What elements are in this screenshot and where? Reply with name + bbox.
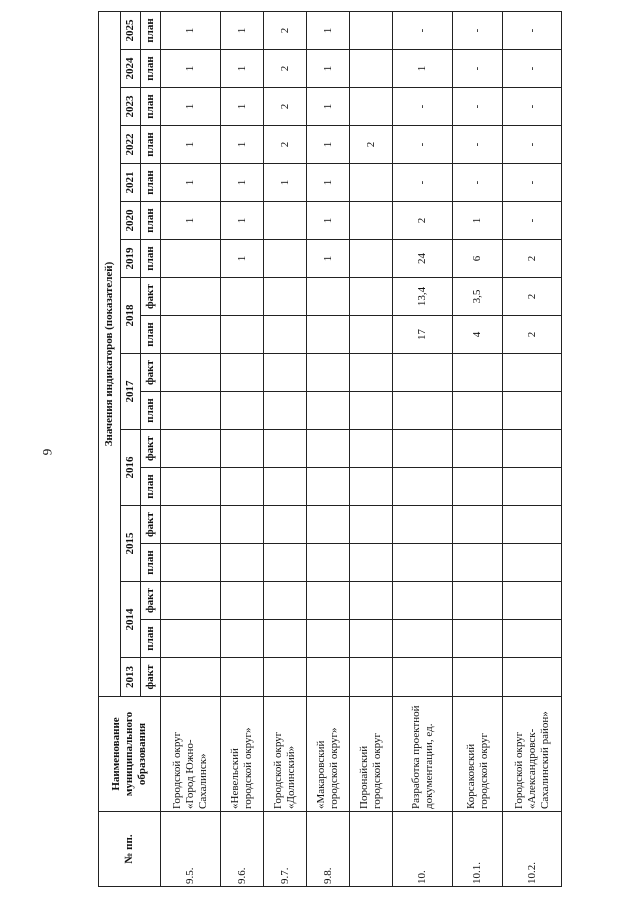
value-cell: -	[453, 88, 503, 126]
value-cell	[161, 240, 221, 278]
value-cell	[221, 468, 264, 506]
row-number	[350, 812, 393, 887]
value-cell	[307, 582, 350, 620]
value-cell	[264, 620, 307, 658]
value-cell: 2	[264, 11, 307, 49]
value-cell: 1	[221, 88, 264, 126]
value-cell	[393, 582, 453, 620]
value-cell: 1	[264, 164, 307, 202]
value-cell	[393, 620, 453, 658]
value-cell	[161, 354, 221, 392]
row-name: Городской округ «Город Южно-Сахалинск»	[161, 697, 221, 812]
value-cell	[221, 392, 264, 430]
table-row	[350, 11, 393, 886]
year-header: 2016	[121, 430, 141, 506]
value-cell	[350, 50, 393, 88]
value-cell: 1	[161, 11, 221, 49]
value-cell	[453, 620, 503, 658]
page-number: 9	[39, 448, 55, 456]
value-cell	[161, 506, 221, 544]
value-cell: -	[393, 11, 453, 49]
value-cell: 1	[307, 202, 350, 240]
row-name: «Макаровский городской округ»	[307, 697, 350, 812]
value-cell	[161, 620, 221, 658]
fact-header: факт	[141, 506, 161, 544]
value-cell	[350, 202, 393, 240]
plan-header: план	[141, 11, 161, 49]
value-cell: 13,4	[393, 278, 453, 316]
value-cell	[161, 278, 221, 316]
rotated-table-container	[98, 18, 562, 887]
year-header: 2023	[121, 88, 141, 126]
table-row	[264, 11, 307, 886]
value-cell	[350, 278, 393, 316]
plan-header: план	[141, 468, 161, 506]
row-name: «Невельский городской округ»	[221, 697, 264, 812]
value-cell: -	[503, 11, 562, 49]
value-cell	[350, 582, 393, 620]
value-cell	[503, 620, 562, 658]
value-cell	[264, 430, 307, 468]
value-cell	[393, 430, 453, 468]
plan-header: план	[141, 202, 161, 240]
year-header: 2014	[121, 582, 141, 658]
value-cell	[307, 544, 350, 582]
plan-header: план	[141, 392, 161, 430]
value-cell	[503, 506, 562, 544]
plan-header: план	[141, 544, 161, 582]
value-cell	[350, 11, 393, 49]
year-header: 2015	[121, 506, 141, 582]
row-name: Поронайский городской округ	[350, 697, 393, 812]
value-cell	[307, 430, 350, 468]
value-cell	[307, 278, 350, 316]
value-cell	[453, 544, 503, 582]
table-row	[453, 11, 503, 886]
year-header: 2018	[121, 278, 141, 354]
value-cell: 1	[307, 126, 350, 164]
value-cell	[161, 316, 221, 354]
value-cell	[221, 620, 264, 658]
value-cell	[161, 430, 221, 468]
plan-header: план	[141, 50, 161, 88]
value-cell	[350, 506, 393, 544]
plan-header: план	[141, 126, 161, 164]
value-cell	[350, 88, 393, 126]
value-cell	[393, 468, 453, 506]
value-cell: -	[503, 88, 562, 126]
year-header: 2024	[121, 50, 141, 88]
value-cell	[221, 506, 264, 544]
value-cell	[393, 544, 453, 582]
value-cell	[393, 354, 453, 392]
value-cell	[350, 468, 393, 506]
value-cell	[393, 392, 453, 430]
value-cell: 1	[221, 50, 264, 88]
value-cell: 1	[307, 240, 350, 278]
row-number: 9.8.	[307, 812, 350, 887]
value-cell	[453, 354, 503, 392]
fact-header: факт	[141, 354, 161, 392]
plan-header: план	[141, 164, 161, 202]
value-cell: 1	[453, 202, 503, 240]
value-cell: 2	[503, 316, 562, 354]
row-number: 10.1.	[453, 812, 503, 887]
value-cell: 2	[264, 126, 307, 164]
value-cell: -	[453, 126, 503, 164]
value-cell	[393, 658, 453, 697]
year-header: 2019	[121, 240, 141, 278]
table-row	[503, 11, 562, 886]
row-name: Разработка проектной документации, ед.	[393, 697, 453, 812]
year-header: 2022	[121, 126, 141, 164]
value-cell: -	[393, 126, 453, 164]
value-cell: 1	[307, 164, 350, 202]
value-cell	[264, 544, 307, 582]
plan-header: план	[141, 316, 161, 354]
fact-header: факт	[141, 582, 161, 620]
value-cell: 1	[221, 240, 264, 278]
row-number: 10.2.	[503, 812, 562, 887]
value-cell	[453, 468, 503, 506]
value-cell	[264, 582, 307, 620]
plan-header: план	[141, 620, 161, 658]
value-cell	[350, 164, 393, 202]
value-cell	[350, 544, 393, 582]
value-cell	[221, 582, 264, 620]
value-cell	[221, 544, 264, 582]
value-cell	[161, 468, 221, 506]
fact-header: факт	[141, 278, 161, 316]
value-cell	[453, 392, 503, 430]
value-cell: 1	[161, 202, 221, 240]
fact-header: факт	[141, 430, 161, 468]
value-cell	[307, 354, 350, 392]
value-cell	[503, 468, 562, 506]
value-cell	[350, 392, 393, 430]
fact-header: факт	[141, 658, 161, 697]
value-cell: -	[393, 164, 453, 202]
value-cell: 2	[264, 50, 307, 88]
value-cell: -	[453, 164, 503, 202]
value-cell: 1	[221, 164, 264, 202]
value-cell: -	[503, 164, 562, 202]
table-row	[393, 11, 453, 886]
table-row	[161, 11, 221, 886]
year-header: 2025	[121, 11, 141, 49]
value-cell	[264, 468, 307, 506]
value-cell: 1	[221, 11, 264, 49]
row-name: Городской округ «Долинский»	[264, 697, 307, 812]
value-cell	[221, 430, 264, 468]
value-cell	[307, 620, 350, 658]
year-header: 2017	[121, 354, 141, 430]
value-cell: -	[503, 126, 562, 164]
value-cell: 1	[161, 126, 221, 164]
year-header: 2021	[121, 164, 141, 202]
value-cell	[161, 392, 221, 430]
value-cell	[264, 506, 307, 544]
value-cell	[393, 506, 453, 544]
value-cell	[307, 316, 350, 354]
value-cell	[503, 354, 562, 392]
value-cell: 3,5	[453, 278, 503, 316]
value-cell: 4	[453, 316, 503, 354]
table-row	[221, 11, 264, 886]
value-cell: 2	[503, 278, 562, 316]
value-cell	[264, 240, 307, 278]
value-cell: 1	[307, 88, 350, 126]
value-cell	[307, 468, 350, 506]
value-cell	[264, 202, 307, 240]
value-cell: 2	[350, 126, 393, 164]
value-cell: 1	[221, 202, 264, 240]
value-cell	[453, 582, 503, 620]
plan-header: план	[141, 88, 161, 126]
value-cell: -	[503, 50, 562, 88]
value-cell: 1	[221, 126, 264, 164]
value-cell	[221, 278, 264, 316]
row-number: 10.	[393, 812, 453, 887]
row-number: 9.5.	[161, 812, 221, 887]
value-cell	[350, 620, 393, 658]
value-cell: -	[393, 88, 453, 126]
indicators-table	[98, 11, 562, 887]
header-values: Значения индикаторов (показателей)	[99, 11, 121, 696]
value-cell: 2	[393, 202, 453, 240]
value-cell	[264, 658, 307, 697]
value-cell: 24	[393, 240, 453, 278]
value-cell: 1	[161, 88, 221, 126]
value-cell: -	[503, 202, 562, 240]
value-cell	[350, 354, 393, 392]
value-cell: 2	[264, 88, 307, 126]
value-cell	[264, 354, 307, 392]
value-cell	[307, 392, 350, 430]
value-cell	[307, 658, 350, 697]
value-cell	[161, 658, 221, 697]
year-header: 2020	[121, 202, 141, 240]
row-number: 9.7.	[264, 812, 307, 887]
value-cell	[350, 316, 393, 354]
value-cell: 2	[503, 240, 562, 278]
row-name: Корсаковский городской округ	[453, 697, 503, 812]
value-cell: 1	[307, 50, 350, 88]
value-cell	[350, 240, 393, 278]
value-cell	[161, 544, 221, 582]
header-name: Наименование муниципального образования	[99, 697, 161, 812]
value-cell	[350, 658, 393, 697]
value-cell	[503, 392, 562, 430]
row-number: 9.6.	[221, 812, 264, 887]
value-cell	[264, 392, 307, 430]
value-cell	[453, 506, 503, 544]
value-cell	[264, 278, 307, 316]
value-cell	[453, 658, 503, 697]
value-cell	[453, 430, 503, 468]
value-cell	[307, 506, 350, 544]
value-cell	[350, 430, 393, 468]
table-body	[161, 11, 562, 886]
value-cell	[503, 430, 562, 468]
value-cell: -	[453, 50, 503, 88]
value-cell	[221, 316, 264, 354]
row-name: Городской округ «Александровск-Сахалинский район»	[503, 697, 562, 812]
table-row	[307, 11, 350, 886]
value-cell: 1	[161, 164, 221, 202]
value-cell: 17	[393, 316, 453, 354]
value-cell: 6	[453, 240, 503, 278]
value-cell	[221, 354, 264, 392]
value-cell: 1	[393, 50, 453, 88]
value-cell	[161, 582, 221, 620]
value-cell	[503, 544, 562, 582]
value-cell	[503, 658, 562, 697]
value-cell	[221, 658, 264, 697]
value-cell: 1	[307, 11, 350, 49]
value-cell	[264, 316, 307, 354]
value-cell: -	[453, 11, 503, 49]
year-header: 2013	[121, 658, 141, 697]
value-cell	[503, 582, 562, 620]
value-cell: 1	[161, 50, 221, 88]
header-num: № пп.	[99, 812, 161, 887]
plan-header: план	[141, 240, 161, 278]
